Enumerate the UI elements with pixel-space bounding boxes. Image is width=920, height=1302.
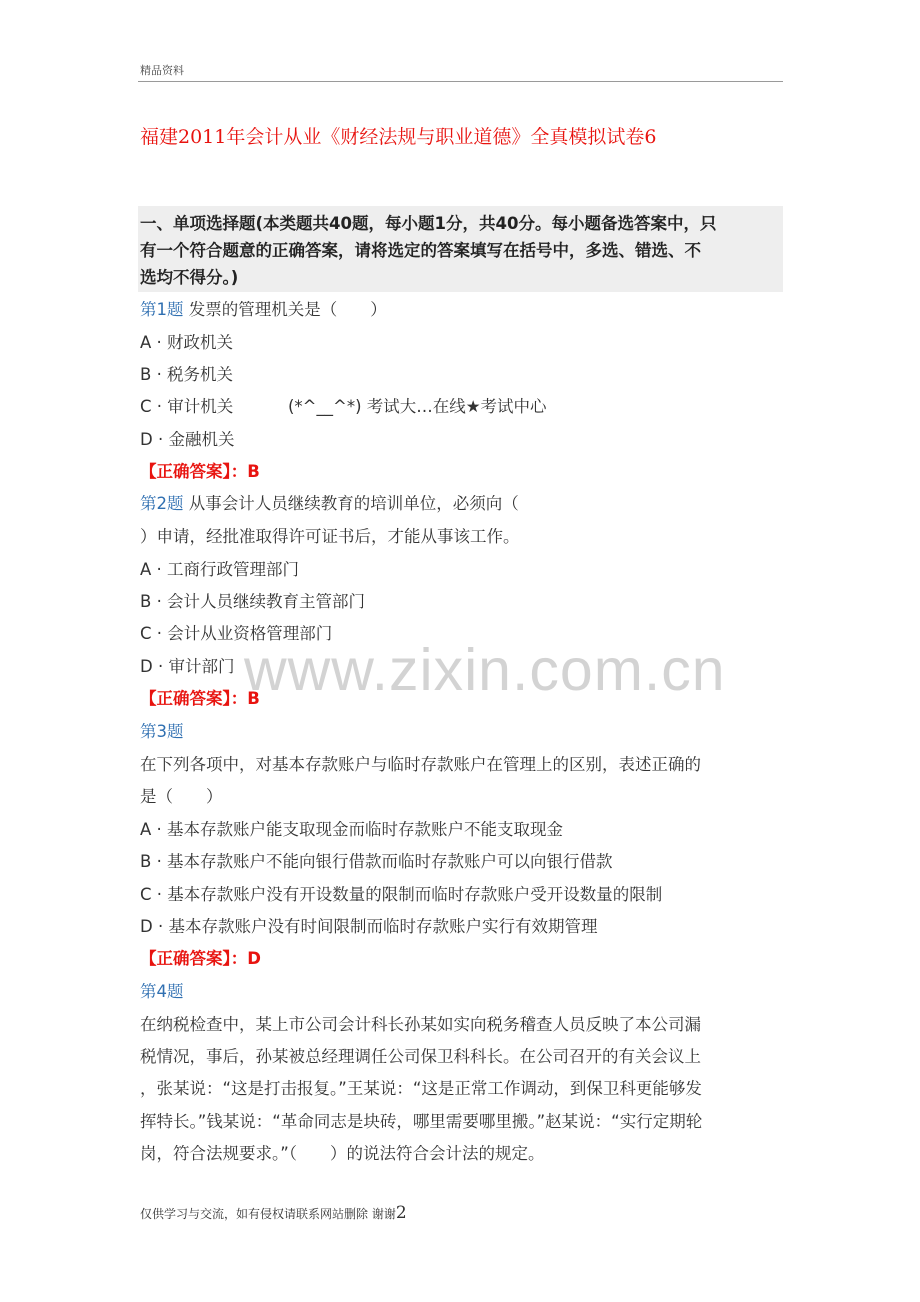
question-1-number: 第1题 <box>140 300 184 319</box>
question-2-option-a: A · 工商行政管理部门 <box>140 560 300 579</box>
question-3-number: 第3题 <box>140 722 184 741</box>
section-heading-line-1: 一、单项选择题(本类题共40题，每小题1分，共40分。每小题备选答案中，只 <box>140 214 717 233</box>
question-2-option-d: D · 审计部门 <box>140 657 235 676</box>
question-4-stem-line-1: 在纳税检查中，某上市公司会计科长孙某如实向税务稽查人员反映了本公司漏 <box>140 1015 701 1034</box>
question-2-option-b: B · 会计人员继续教育主管部门 <box>140 592 366 611</box>
question-2-option-c: C · 会计从业资格管理部门 <box>140 624 333 643</box>
question-4-stem-line-5: 岗，符合法规要求。”（ ）的说法符合会计法的规定。 <box>140 1144 545 1163</box>
section-heading-line-3: 选均不得分。) <box>140 268 239 287</box>
section-heading-line-2: 有一个符合题意的正确答案，请将选定的答案填写在括号中，多选、错选、不 <box>140 241 701 260</box>
question-3-stem-line-1: 在下列各项中，对基本存款账户与临时存款账户在管理上的区别，表述正确的 <box>140 755 701 774</box>
footer-text: 仅供学习与交流，如有侵权请联系网站删除 谢谢 <box>140 1207 396 1221</box>
question-2-stem-line-2: ）申请，经批准取得许可证书后，才能从事该工作。 <box>140 527 520 546</box>
question-2-number: 第2题 <box>140 494 184 513</box>
question-3-stem-line-2: 是（ ） <box>140 787 223 806</box>
question-4-stem-line-4: 挥特长。”钱某说：“革命同志是块砖，哪里需要哪里搬。”赵某说：“实行定期轮 <box>140 1112 703 1131</box>
question-1-answer: 【正确答案】：B <box>140 462 260 481</box>
question-3-option-d: D · 基本存款账户没有时间限制而临时存款账户实行有效期管理 <box>140 917 598 936</box>
header-label: 精品资料 <box>140 64 184 77</box>
question-2-answer: 【正确答案】：B <box>140 689 260 708</box>
question-1-option-c: C · 审计机关 <box>140 397 234 416</box>
document-title: 福建2011年会计从业《财经法规与职业道德》全真模拟试卷6 <box>140 126 657 148</box>
page-number: 2 <box>395 1203 407 1223</box>
question-3-option-b: B · 基本存款账户不能向银行借款而临时存款账户可以向银行借款 <box>140 852 613 871</box>
question-4-stem-line-2: 税情况，事后，孙某被总经理调任公司保卫科科长。在公司召开的有关会议上 <box>140 1047 701 1066</box>
question-1-option-a: A · 财政机关 <box>140 333 234 352</box>
question-4-number: 第4题 <box>140 982 184 1001</box>
question-1-option-d: D · 金融机关 <box>140 430 235 449</box>
question-1-text: 发票的管理机关是（ ） <box>183 300 387 319</box>
question-2-text: 从事会计人员继续教育的培训单位，必须向（ <box>183 494 519 513</box>
section-heading <box>140 210 780 291</box>
question-1-note: (*^__^*) 考试大…在线★考试中心 <box>288 397 547 416</box>
question-3-answer: 【正确答案】：D <box>140 949 261 968</box>
question-2-stem <box>140 492 519 516</box>
header-rule <box>138 81 783 82</box>
footer <box>140 1203 407 1223</box>
question-4-stem-line-3: ，张某说：“这是打击报复。”王某说：“这是正常工作调动，到保卫科更能够发 <box>140 1079 702 1098</box>
watermark: www.zixin.com.cn <box>244 637 726 703</box>
question-1-option-b: B · 税务机关 <box>140 365 234 384</box>
question-3-option-a: A · 基本存款账户能支取现金而临时存款账户不能支取现金 <box>140 820 564 839</box>
question-3-option-c: C · 基本存款账户没有开设数量的限制而临时存款账户受开设数量的限制 <box>140 885 663 904</box>
question-1-stem <box>140 298 387 322</box>
